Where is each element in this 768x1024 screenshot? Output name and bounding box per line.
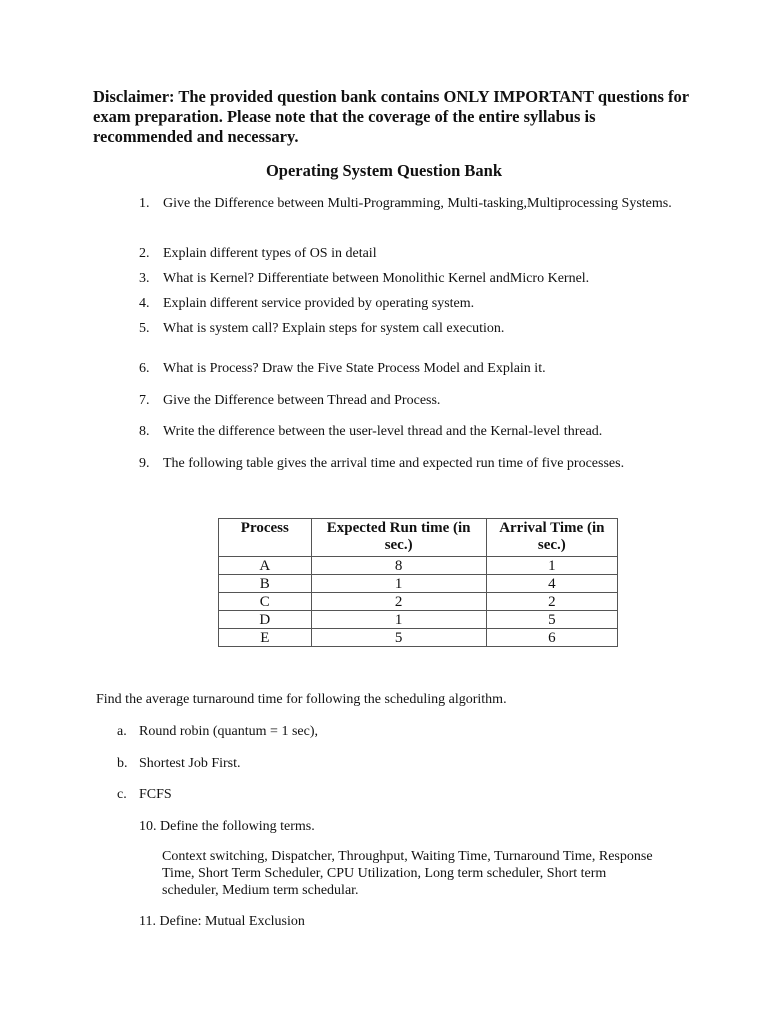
- table-cell: C: [219, 593, 312, 611]
- question-number: 8.: [139, 424, 150, 439]
- question-text: What is system call? Explain steps for system call execution.: [163, 321, 505, 336]
- question-text: Give the Difference between Multi-Programming, Multi-tasking,Multiprocessing Systems.: [163, 196, 672, 211]
- table-header-process: Process: [219, 519, 312, 557]
- table-header-row: [219, 519, 618, 557]
- table-header-arrival-time: Arrival Time (in sec.): [486, 519, 617, 557]
- question-item: [139, 266, 679, 291]
- table-cell: 2: [486, 593, 617, 611]
- question-text: Write the difference between the user-level thread and the Kernal-level thread.: [163, 424, 603, 439]
- process-table: [218, 518, 618, 647]
- sub-item-label: c.: [117, 787, 127, 802]
- question-item: [139, 316, 679, 341]
- question-number: 2.: [139, 246, 150, 261]
- sub-item: [117, 785, 172, 805]
- question-text: Give the Difference between Thread and Process.: [163, 393, 441, 408]
- question-text: What is Process? Draw the Five State Process Model and Explain it.: [163, 361, 546, 376]
- table-row: [219, 629, 618, 647]
- table-cell: B: [219, 575, 312, 593]
- table-cell: 5: [311, 629, 486, 647]
- question-number: 4.: [139, 296, 150, 311]
- question-text: Explain different types of OS in detail: [163, 246, 377, 261]
- table-cell: D: [219, 611, 312, 629]
- table-cell: 6: [486, 629, 617, 647]
- table-header-run-time: Expected Run time (in sec.): [311, 519, 486, 557]
- question-number: 3.: [139, 271, 150, 286]
- question-item: [139, 191, 679, 216]
- question-11: 11. Define: Mutual Exclusion: [139, 914, 305, 929]
- table-cell: 4: [486, 575, 617, 593]
- question-item: [139, 241, 679, 266]
- table-cell: 1: [486, 557, 617, 575]
- question-item: [139, 291, 679, 316]
- table-cell: 1: [311, 611, 486, 629]
- sub-item-label: a.: [117, 724, 127, 739]
- question-text: The following table gives the arrival time and expected run time of five processes.: [163, 456, 625, 471]
- table-cell: 2: [311, 593, 486, 611]
- question-number: 7.: [139, 393, 150, 408]
- table-row: [219, 557, 618, 575]
- question-item: [139, 356, 679, 381]
- question-text: What is Kernel? Differentiate between Monolithic Kernel andMicro Kernel.: [163, 271, 590, 286]
- table-row: [219, 593, 618, 611]
- page-title: Operating System Question Bank: [265, 161, 503, 180]
- question-number: 1.: [139, 196, 150, 211]
- question-text: Explain different service provided by operating system.: [163, 296, 475, 311]
- question-item: [139, 419, 679, 444]
- sub-item-label: b.: [117, 756, 128, 771]
- table-cell: E: [219, 629, 312, 647]
- table-cell: 1: [311, 575, 486, 593]
- table-cell: A: [219, 557, 312, 575]
- sub-item: [117, 722, 318, 742]
- table-cell: 5: [486, 611, 617, 629]
- question-number: 6.: [139, 361, 150, 376]
- find-instruction: Find the average turnaround time for following the scheduling algorithm.: [96, 692, 507, 707]
- process-table-wrapper: [218, 518, 618, 647]
- disclaimer-text: Disclaimer: The provided question bank contains ONLY IMPORTANT questions for exam preparation. Please note that the coverage of the entire syllabus is recommended and necessary.: [93, 87, 689, 146]
- sub-item-text: FCFS: [139, 787, 172, 802]
- table-row: [219, 611, 618, 629]
- question-number: 9.: [139, 456, 150, 471]
- table-row: [219, 575, 618, 593]
- question-item: [139, 451, 679, 476]
- question-item: [139, 388, 679, 413]
- sub-item-text: Shortest Job First.: [139, 756, 241, 771]
- question-number: 5.: [139, 321, 150, 336]
- terms-list: Context switching, Dispatcher, Throughput, Waiting Time, Turnaround Time, Response Time, Short Term Scheduler, CPU Utilization, Long term scheduler, Short term scheduler, Medium term schedular.: [162, 849, 653, 898]
- table-cell: 8: [311, 557, 486, 575]
- sub-item: [117, 754, 241, 774]
- sub-item-text: Round robin (quantum = 1 sec),: [139, 724, 318, 739]
- question-10: 10. Define the following terms.: [139, 819, 315, 834]
